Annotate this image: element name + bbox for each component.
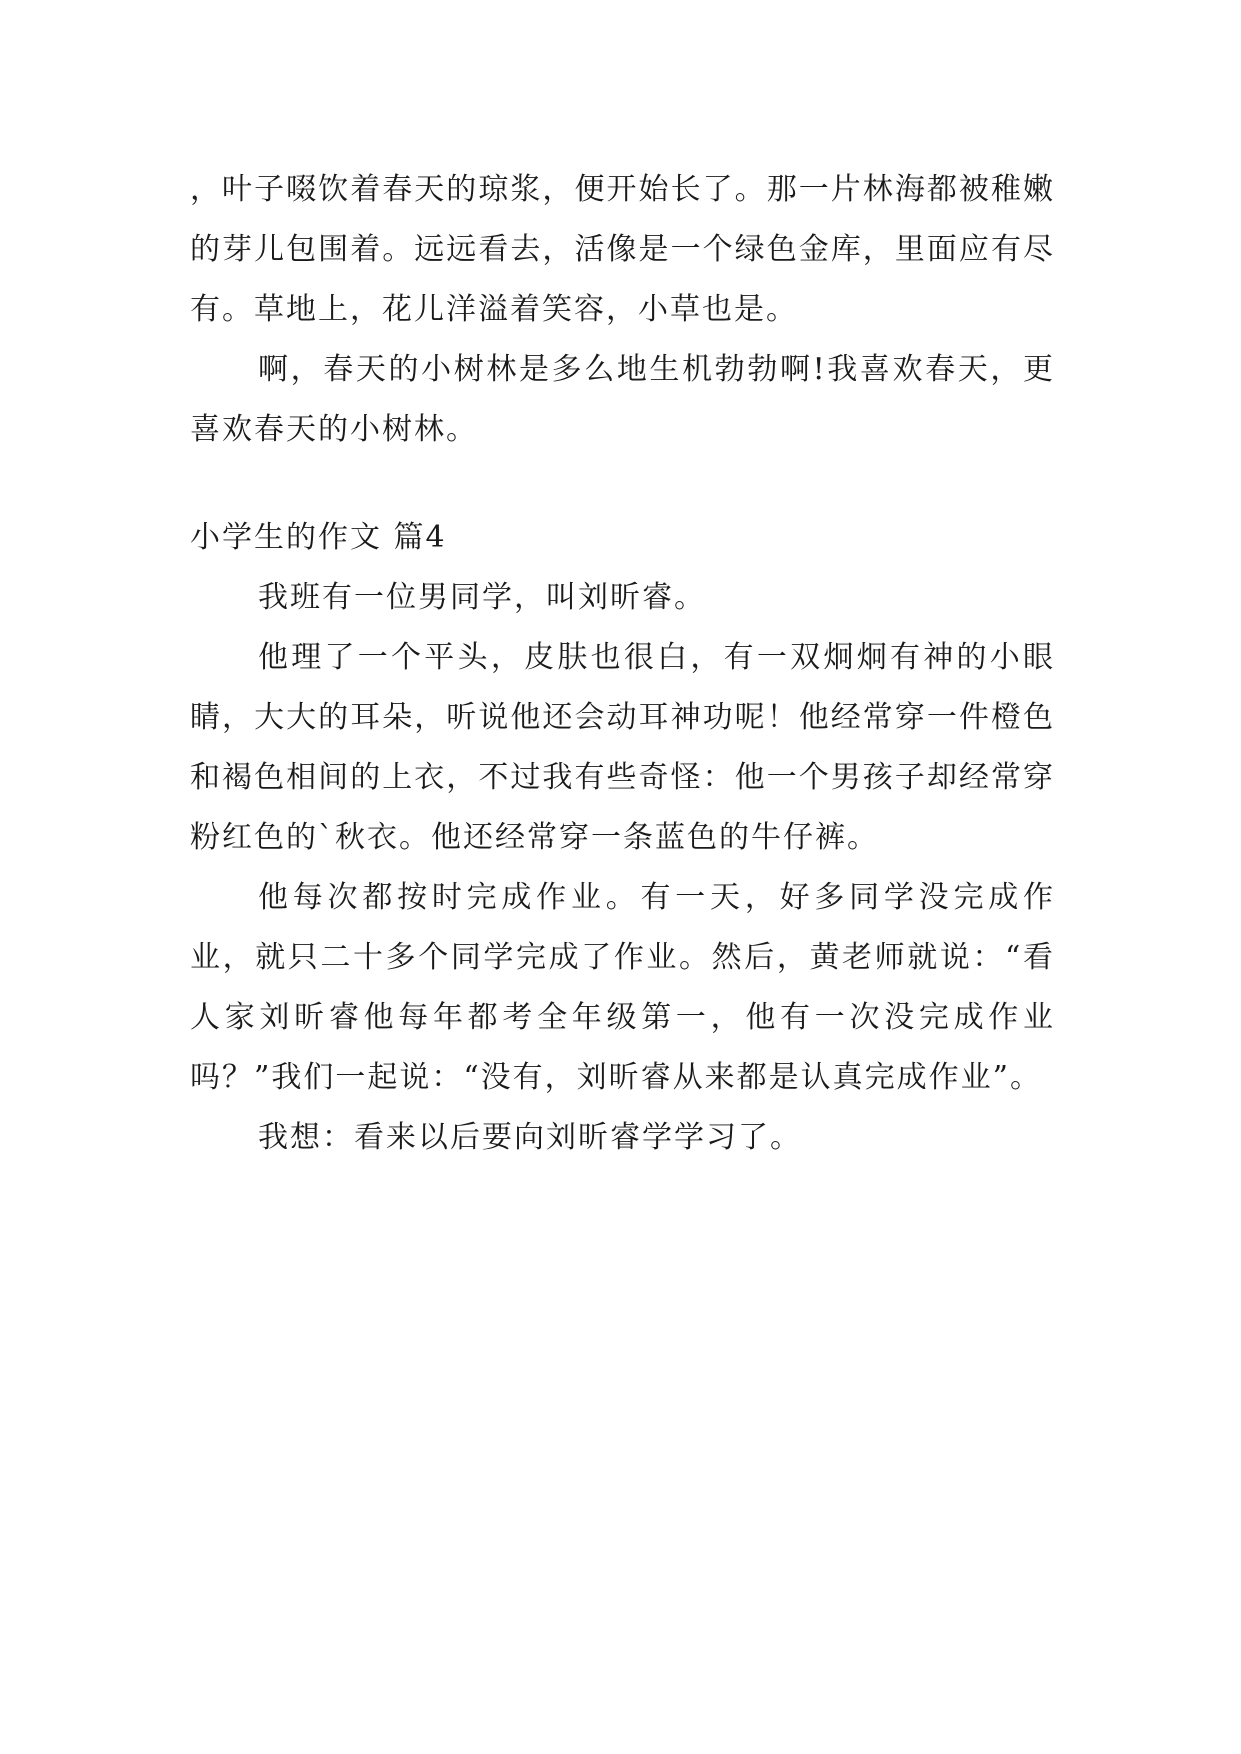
paragraph: 他理了一个平头，皮肤也很白，有一双炯炯有神的小眼睛，大大的耳朵，听说他还会动耳神功呢！他经常穿一件橙色和褐色相间的上衣，不过我有些奇怪：他一个男孩子却经常穿粉红色的`秋衣。他还经常穿一条蓝色的牛仔裤。: [190, 640, 1055, 855]
paragraph: 我想：看来以后要向刘昕睿学学习了。: [258, 1120, 802, 1155]
paragraph: 我班有一位男同学，叫刘昕睿。: [258, 580, 706, 615]
section-gap: [190, 460, 1055, 508]
paragraph: 啊，春天的小树林是多么地生机勃勃啊!我喜欢春天，更喜欢春天的小树林。: [190, 352, 1055, 447]
section-heading: 小学生的作文 篇4: [190, 520, 447, 555]
paragraph: ，叶子啜饮着春天的琼浆，便开始长了。那一片林海都被稚嫩的芽儿包围着。远远看去，活像是一个绿色金库，里面应有尽有。草地上，花儿洋溢着笑容，小草也是。: [190, 172, 1055, 327]
document-body: [190, 160, 1055, 1168]
paragraph: 他每次都按时完成作业。有一天，好多同学没完成作业，就只二十多个同学完成了作业。然后，黄老师就说：“看人家刘昕睿他每年都考全年级第一，他有一次没完成作业吗？”我们一起说：“没有，刘昕睿从来都是认真完成作业”。: [190, 880, 1055, 1095]
